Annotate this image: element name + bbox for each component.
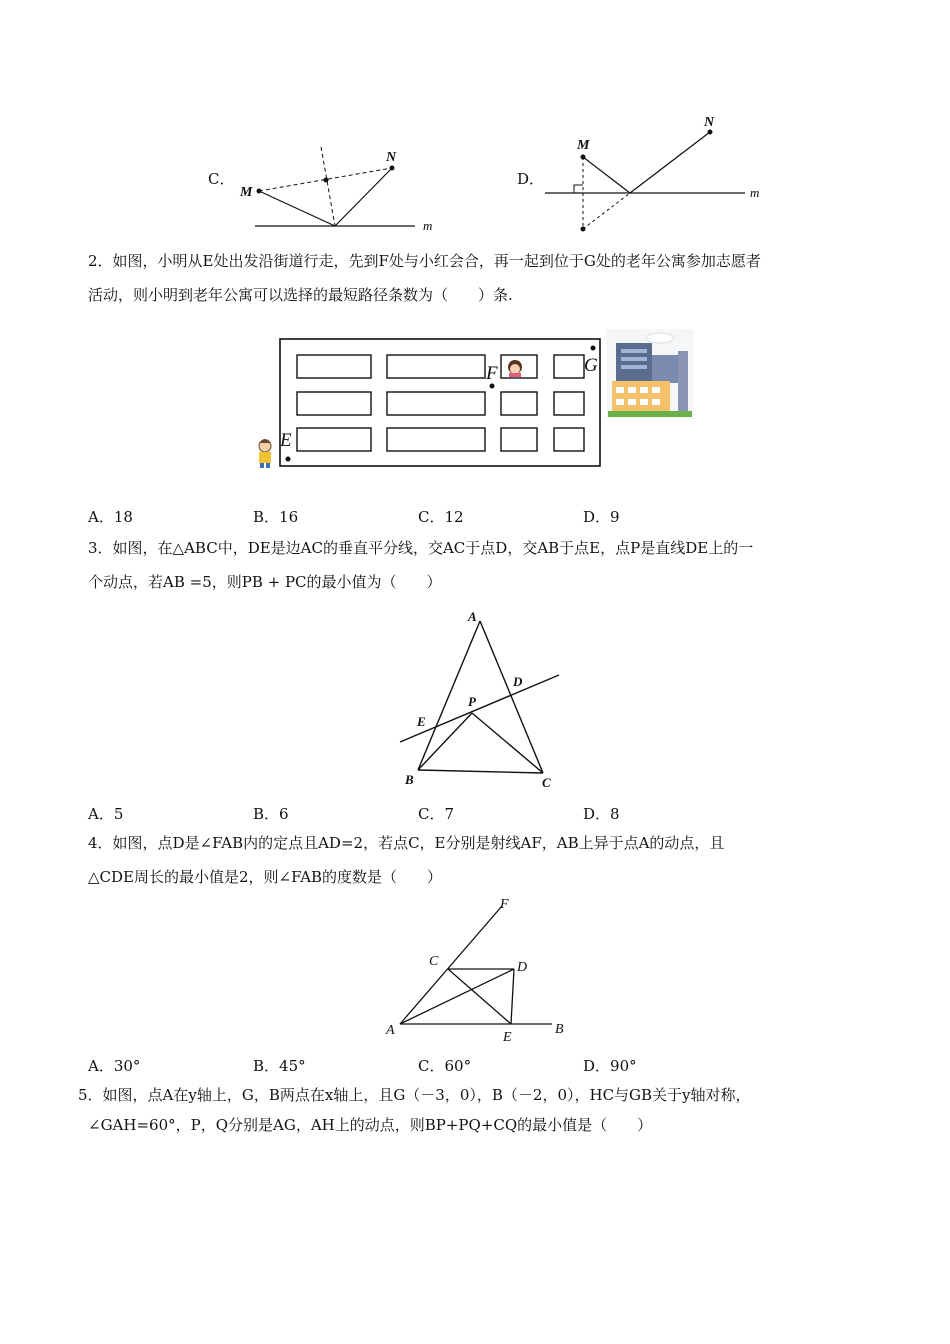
q4-option-b[interactable]: B．45° [253, 1057, 306, 1075]
label-line-m: m [423, 218, 433, 233]
girl-icon [508, 360, 522, 377]
label-g: G [584, 355, 598, 376]
boy-icon [259, 439, 271, 468]
triangle-abc-figure [395, 605, 570, 795]
label-m-point: M [577, 138, 590, 153]
building-icon [606, 329, 694, 419]
figure-option-d [540, 110, 780, 235]
q2-line-2: 活动，则小明到老年公寓可以选择的最短路径条数为（ ）条. [88, 286, 513, 304]
q2-option-a[interactable]: A．18 [88, 508, 133, 526]
label-f: F [500, 897, 509, 912]
q2-line-1: 2．如图，小明从E处出发沿街道行走，先到F处与小红会合，再一起到位于G处的老年公寓参加志愿者 [88, 252, 761, 270]
label-b: B [555, 1022, 564, 1037]
label-c: C [542, 775, 551, 790]
label-e: E [503, 1030, 512, 1045]
figure-option-c [225, 135, 455, 240]
label-line-m: m [750, 185, 760, 200]
q3-line-1: 3．如图，在△ABC中，DE是边AC的垂直平分线，交AC于点D，交AB于点E，点P是直线DE上的一 [88, 539, 754, 557]
label-m-point: M [240, 185, 253, 200]
label-d: D [513, 674, 523, 689]
option-d-label: D． [517, 170, 545, 188]
q4-option-a[interactable]: A．30° [88, 1057, 141, 1075]
label-a: A [468, 609, 477, 624]
q4-option-d[interactable]: D．90° [583, 1057, 637, 1075]
q3-option-c[interactable]: C．7 [418, 805, 455, 823]
q3-option-b[interactable]: B．6 [253, 805, 289, 823]
q5-line-2: ∠GAH=60°，P，Q分别是AG，AH上的动点，则BP+PQ+CQ的最小值是（ ） [88, 1116, 653, 1134]
label-n-point: N [704, 115, 715, 130]
label-n-point: N [386, 150, 397, 165]
q2-option-b[interactable]: B．16 [253, 508, 299, 526]
label-p: P [468, 694, 476, 709]
label-a: A [386, 1023, 395, 1038]
q2-option-d[interactable]: D．9 [583, 508, 620, 526]
option-c-label: C． [208, 170, 235, 188]
label-d: D [517, 960, 528, 975]
label-c: C [429, 954, 439, 969]
street-map-figure [250, 325, 700, 475]
label-e: E [280, 430, 292, 451]
q2-option-c[interactable]: C．12 [418, 508, 464, 526]
q4-line-2: △CDE周长的最小值是2，则∠FAB的度数是（ ） [88, 868, 443, 886]
label-b: B [405, 772, 414, 787]
q5-line-1: 5．如图，点A在y轴上，G，B两点在x轴上，且G（－3，0），B（－2，0），HC与GB关于y轴对称， [78, 1086, 751, 1104]
label-f: F [486, 363, 498, 384]
q3-option-d[interactable]: D．8 [583, 805, 620, 823]
label-e: E [417, 714, 426, 729]
q4-option-c[interactable]: C．60° [418, 1057, 472, 1075]
angle-fab-figure [380, 893, 580, 1048]
q3-line-2: 个动点，若AB =5，则PB + PC的最小值为（ ） [88, 573, 442, 591]
q4-line-1: 4．如图，点D是∠FAB内的定点且AD=2，若点C，E分别是射线AF，AB上异于点A的动点，且 [88, 834, 725, 852]
q3-option-a[interactable]: A．5 [88, 805, 124, 823]
